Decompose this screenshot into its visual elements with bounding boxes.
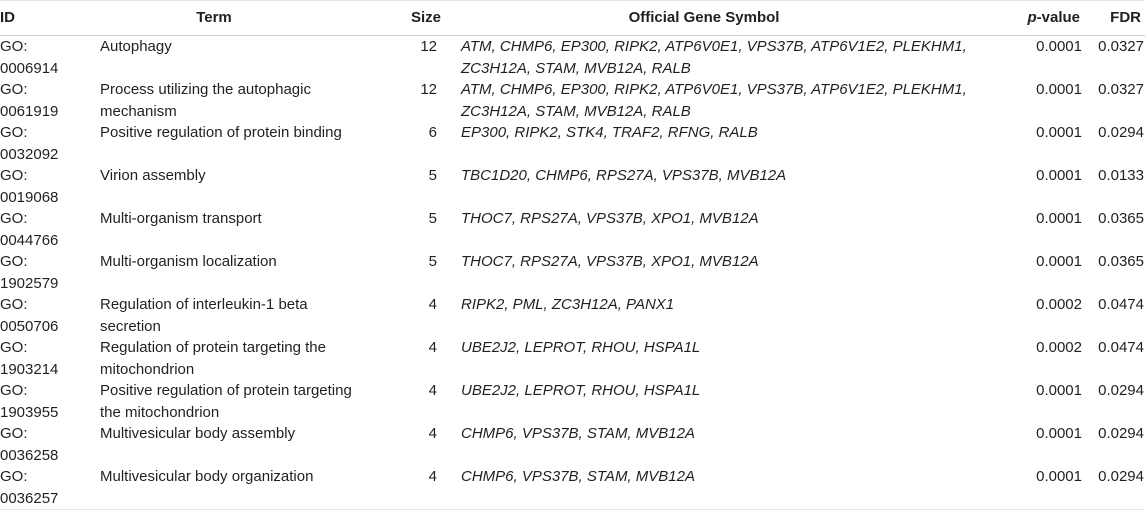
cell-p-value: 0.0001	[1036, 38, 1082, 55]
go-id-prefix: GO:	[0, 124, 28, 141]
cell-p-value: 0.0001	[1036, 425, 1082, 442]
go-id-number: 0044766	[0, 231, 59, 249]
cell-fdr: 0.0294	[1098, 124, 1144, 141]
cell-go-id	[0, 165, 83, 208]
cell-fdr: 0.0327	[1098, 81, 1144, 98]
cell-fdr: 0.0294	[1098, 425, 1144, 442]
go-id-number: 0036258	[0, 446, 59, 464]
cell-gene-symbols: TBC1D20, CHMP6, RPS27A, VPS37B, MVB12A	[461, 167, 787, 184]
cell-size: 5	[428, 210, 437, 227]
table-row	[0, 165, 1145, 208]
cell-p-value: 0.0001	[1036, 253, 1082, 270]
cell-size: 4	[428, 296, 437, 313]
cell-gene-symbols: ATM, CHMP6, EP300, RIPK2, ATP6V0E1, VPS37B, ATP6V1E2, PLEKHM1, ZC3H12A, STAM, MVB12A, RALB	[461, 38, 967, 77]
go-id-prefix: GO:	[0, 339, 28, 356]
table-body	[0, 36, 1145, 510]
cell-term: Multivesicular body organization	[100, 468, 314, 485]
cell-go-id	[0, 36, 83, 80]
cell-fdr: 0.0474	[1098, 339, 1144, 356]
cell-fdr: 0.0327	[1098, 38, 1144, 55]
cell-term: Multi-organism localization	[100, 253, 277, 270]
table-row	[0, 380, 1145, 423]
cell-go-id	[0, 251, 83, 294]
table-row	[0, 251, 1145, 294]
cell-gene-symbols: CHMP6, VPS37B, STAM, MVB12A	[461, 468, 695, 485]
cell-go-id	[0, 79, 83, 122]
cell-gene-symbols: THOC7, RPS27A, VPS37B, XPO1, MVB12A	[461, 210, 759, 227]
cell-gene-symbols: UBE2J2, LEPROT, RHOU, HSPA1L	[461, 339, 701, 356]
header-gene-symbol: Official Gene Symbol	[445, 1, 1003, 36]
cell-fdr: 0.0365	[1098, 210, 1144, 227]
cell-term: Regulation of interleukin-1 beta secretion	[100, 296, 308, 335]
table-row	[0, 122, 1145, 165]
cell-size: 4	[428, 468, 437, 485]
go-id-number: 0050706	[0, 317, 59, 335]
table-row	[0, 36, 1145, 80]
table-row	[0, 466, 1145, 510]
header-fdr: FDR	[1088, 1, 1145, 36]
cell-go-id	[0, 380, 83, 423]
go-id-prefix: GO:	[0, 296, 28, 313]
cell-term: Regulation of protein targeting the mitochondrion	[100, 339, 326, 378]
go-id-number: 0036257	[0, 489, 59, 507]
cell-term: Positive regulation of protein binding	[100, 124, 342, 141]
cell-term: Multivesicular body assembly	[100, 425, 296, 442]
cell-size: 4	[428, 339, 437, 356]
cell-p-value: 0.0001	[1036, 81, 1082, 98]
cell-gene-symbols: CHMP6, VPS37B, STAM, MVB12A	[461, 425, 695, 442]
table-row	[0, 423, 1145, 466]
cell-go-id	[0, 208, 83, 251]
cell-fdr: 0.0294	[1098, 382, 1144, 399]
go-id-number: 0061919	[0, 102, 59, 120]
go-id-number: 1902579	[0, 274, 59, 292]
table-row	[0, 79, 1145, 122]
header-size: Size	[385, 1, 445, 36]
header-p-italic: p	[1027, 9, 1037, 26]
cell-p-value: 0.0002	[1036, 296, 1082, 313]
go-id-number: 0032092	[0, 145, 59, 163]
cell-p-value: 0.0001	[1036, 167, 1082, 184]
header-p-value	[1003, 1, 1088, 36]
header-p-suffix: -value	[1036, 9, 1080, 26]
cell-p-value: 0.0001	[1036, 124, 1082, 141]
header-row	[0, 1, 1145, 36]
cell-p-value: 0.0001	[1036, 382, 1082, 399]
cell-go-id	[0, 466, 83, 510]
go-id-prefix: GO:	[0, 81, 28, 98]
cell-go-id	[0, 122, 83, 165]
cell-go-id	[0, 423, 83, 466]
header-term: Term	[83, 1, 385, 36]
cell-term: Multi-organism transport	[100, 210, 262, 227]
cell-gene-symbols: ATM, CHMP6, EP300, RIPK2, ATP6V0E1, VPS37B, ATP6V1E2, PLEKHM1, ZC3H12A, STAM, MVB12A, RALB	[461, 81, 967, 120]
cell-size: 4	[428, 382, 437, 399]
cell-gene-symbols: UBE2J2, LEPROT, RHOU, HSPA1L	[461, 382, 701, 399]
cell-term: Positive regulation of protein targeting the mitochondrion	[100, 382, 352, 421]
go-id-prefix: GO:	[0, 382, 28, 399]
go-id-prefix: GO:	[0, 468, 28, 485]
cell-fdr: 0.0365	[1098, 253, 1144, 270]
go-id-number: 1903955	[0, 403, 59, 421]
cell-p-value: 0.0001	[1036, 468, 1082, 485]
cell-go-id	[0, 294, 83, 337]
cell-fdr: 0.0474	[1098, 296, 1144, 313]
cell-term: Virion assembly	[100, 167, 206, 184]
cell-size: 5	[428, 253, 437, 270]
table-header	[0, 1, 1145, 36]
go-id-prefix: GO:	[0, 38, 28, 55]
cell-size: 5	[428, 167, 437, 184]
cell-term: Process utilizing the autophagic mechanism	[100, 81, 311, 120]
cell-size: 12	[420, 38, 437, 55]
table-row	[0, 337, 1145, 380]
go-id-prefix: GO:	[0, 253, 28, 270]
cell-gene-symbols: THOC7, RPS27A, VPS37B, XPO1, MVB12A	[461, 253, 759, 270]
cell-go-id	[0, 337, 83, 380]
cell-size: 6	[428, 124, 437, 141]
go-id-number: 1903214	[0, 360, 59, 378]
cell-fdr: 0.0294	[1098, 468, 1144, 485]
go-id-prefix: GO:	[0, 425, 28, 442]
cell-size: 4	[428, 425, 437, 442]
go-id-prefix: GO:	[0, 210, 28, 227]
table-row	[0, 294, 1145, 337]
go-id-number: 0019068	[0, 188, 59, 206]
header-id: ID	[0, 1, 83, 36]
cell-p-value: 0.0001	[1036, 210, 1082, 227]
go-id-number: 0006914	[0, 59, 59, 77]
table-row	[0, 208, 1145, 251]
cell-size: 12	[420, 81, 437, 98]
cell-p-value: 0.0002	[1036, 339, 1082, 356]
cell-fdr: 0.0133	[1098, 167, 1144, 184]
go-id-prefix: GO:	[0, 167, 28, 184]
cell-term: Autophagy	[100, 38, 172, 55]
cell-gene-symbols: EP300, RIPK2, STK4, TRAF2, RFNG, RALB	[461, 124, 758, 141]
cell-gene-symbols: RIPK2, PML, ZC3H12A, PANX1	[461, 296, 675, 313]
